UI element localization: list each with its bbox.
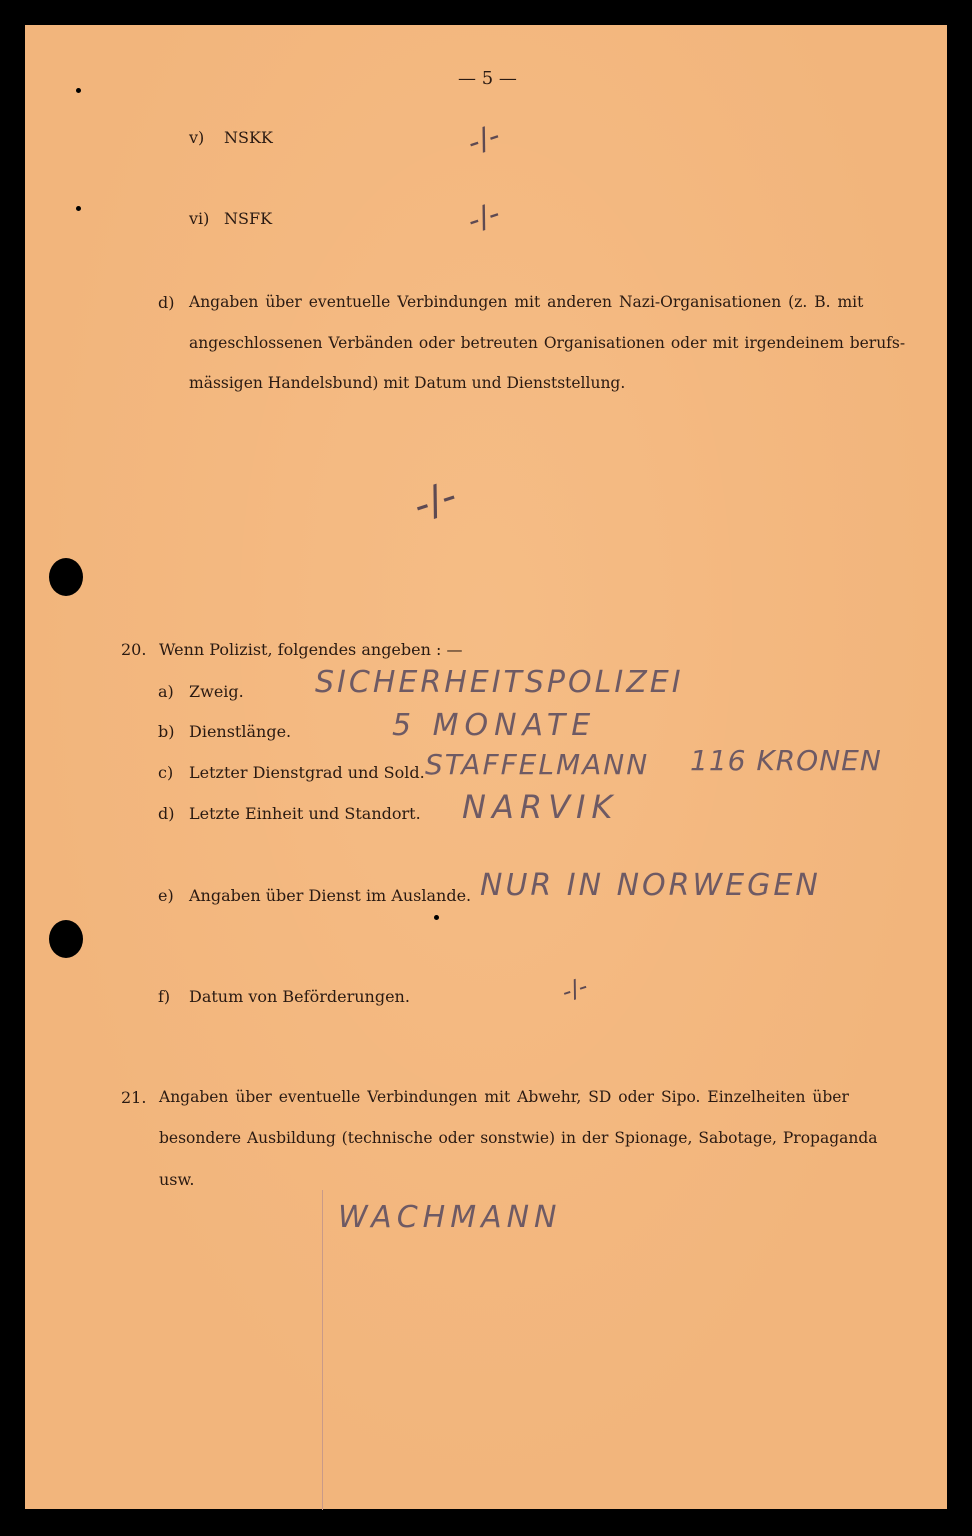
item-d-line3: mässigen Handelsbund) mit Datum und Dienststellung. [189,374,626,392]
item-d20-label: d) [158,804,175,823]
item-c-text: Letzter Dienstgrad und Sold. [189,763,425,782]
speck [76,206,81,211]
question-20-number: 20. [121,640,147,659]
question-21-line1: Angaben über eventuelle Verbindungen mit Abwehr, SD oder Sipo. Einzelheiten über [159,1088,849,1106]
handwritten-answer-branch: SICHERHEITSPOLIZEI [315,665,684,700]
speck [76,88,81,93]
item-e-text: Angaben über Dienst im Auslande. [189,886,472,905]
item-d20-text: Letzte Einheit und Standort. [189,804,421,823]
question-21-line3: usw. [159,1170,195,1189]
item-d-label: d) [158,293,175,312]
question-20-intro: Wenn Polizist, folgendes angeben : — [159,640,463,659]
item-v-text: NSKK [224,128,273,147]
item-d-line1: Angaben über eventuelle Verbindungen mit anderen Nazi-Organisationen (z. B. mit [189,293,864,311]
speck [434,915,439,920]
handwritten-answer-v: -/- [463,117,505,162]
question-21-number: 21. [121,1088,147,1107]
handwritten-answer-21: WACHMANN [338,1200,562,1235]
punch-hole-top [49,558,83,596]
item-b-text: Dienstlänge. [189,722,292,741]
item-f-text: Datum von Beförderungen. [189,987,410,1006]
handwritten-answer-unit: NARVIK [462,788,619,826]
handwritten-answer-abroad: NUR IN NORWEGEN [480,868,821,903]
item-b-label: b) [158,722,175,741]
handwritten-answer-service-length: 5 MONATE [392,708,597,743]
handwritten-answer-promotions: -/- [558,971,592,1007]
item-a-text: Zweig. [189,682,244,701]
item-vi-label: vi) [189,209,210,228]
handwritten-answer-pay: 116 KRONEN [690,744,882,777]
item-f-label: f) [158,987,171,1006]
page-number: — 5 — [458,68,517,89]
fold-line [322,1190,323,1510]
handwritten-answer-vi: -/- [463,195,505,240]
question-21-line2: besondere Ausbildung (technische oder sonstwie) in der Spionage, Sabotage, Propaganda [159,1129,878,1147]
item-e-label: e) [158,886,174,905]
item-d-line2: angeschlossenen Verbänden oder betreuten Organisationen oder mit irgendeinem berufs- [189,334,906,352]
item-a-label: a) [158,682,174,701]
punch-hole-bottom [49,920,83,958]
item-c-label: c) [158,763,174,782]
handwritten-answer-d: -/- [407,472,463,530]
item-v-label: v) [189,128,205,147]
item-vi-text: NSFK [224,209,273,228]
handwritten-answer-rank: STAFFELMANN [425,748,650,781]
